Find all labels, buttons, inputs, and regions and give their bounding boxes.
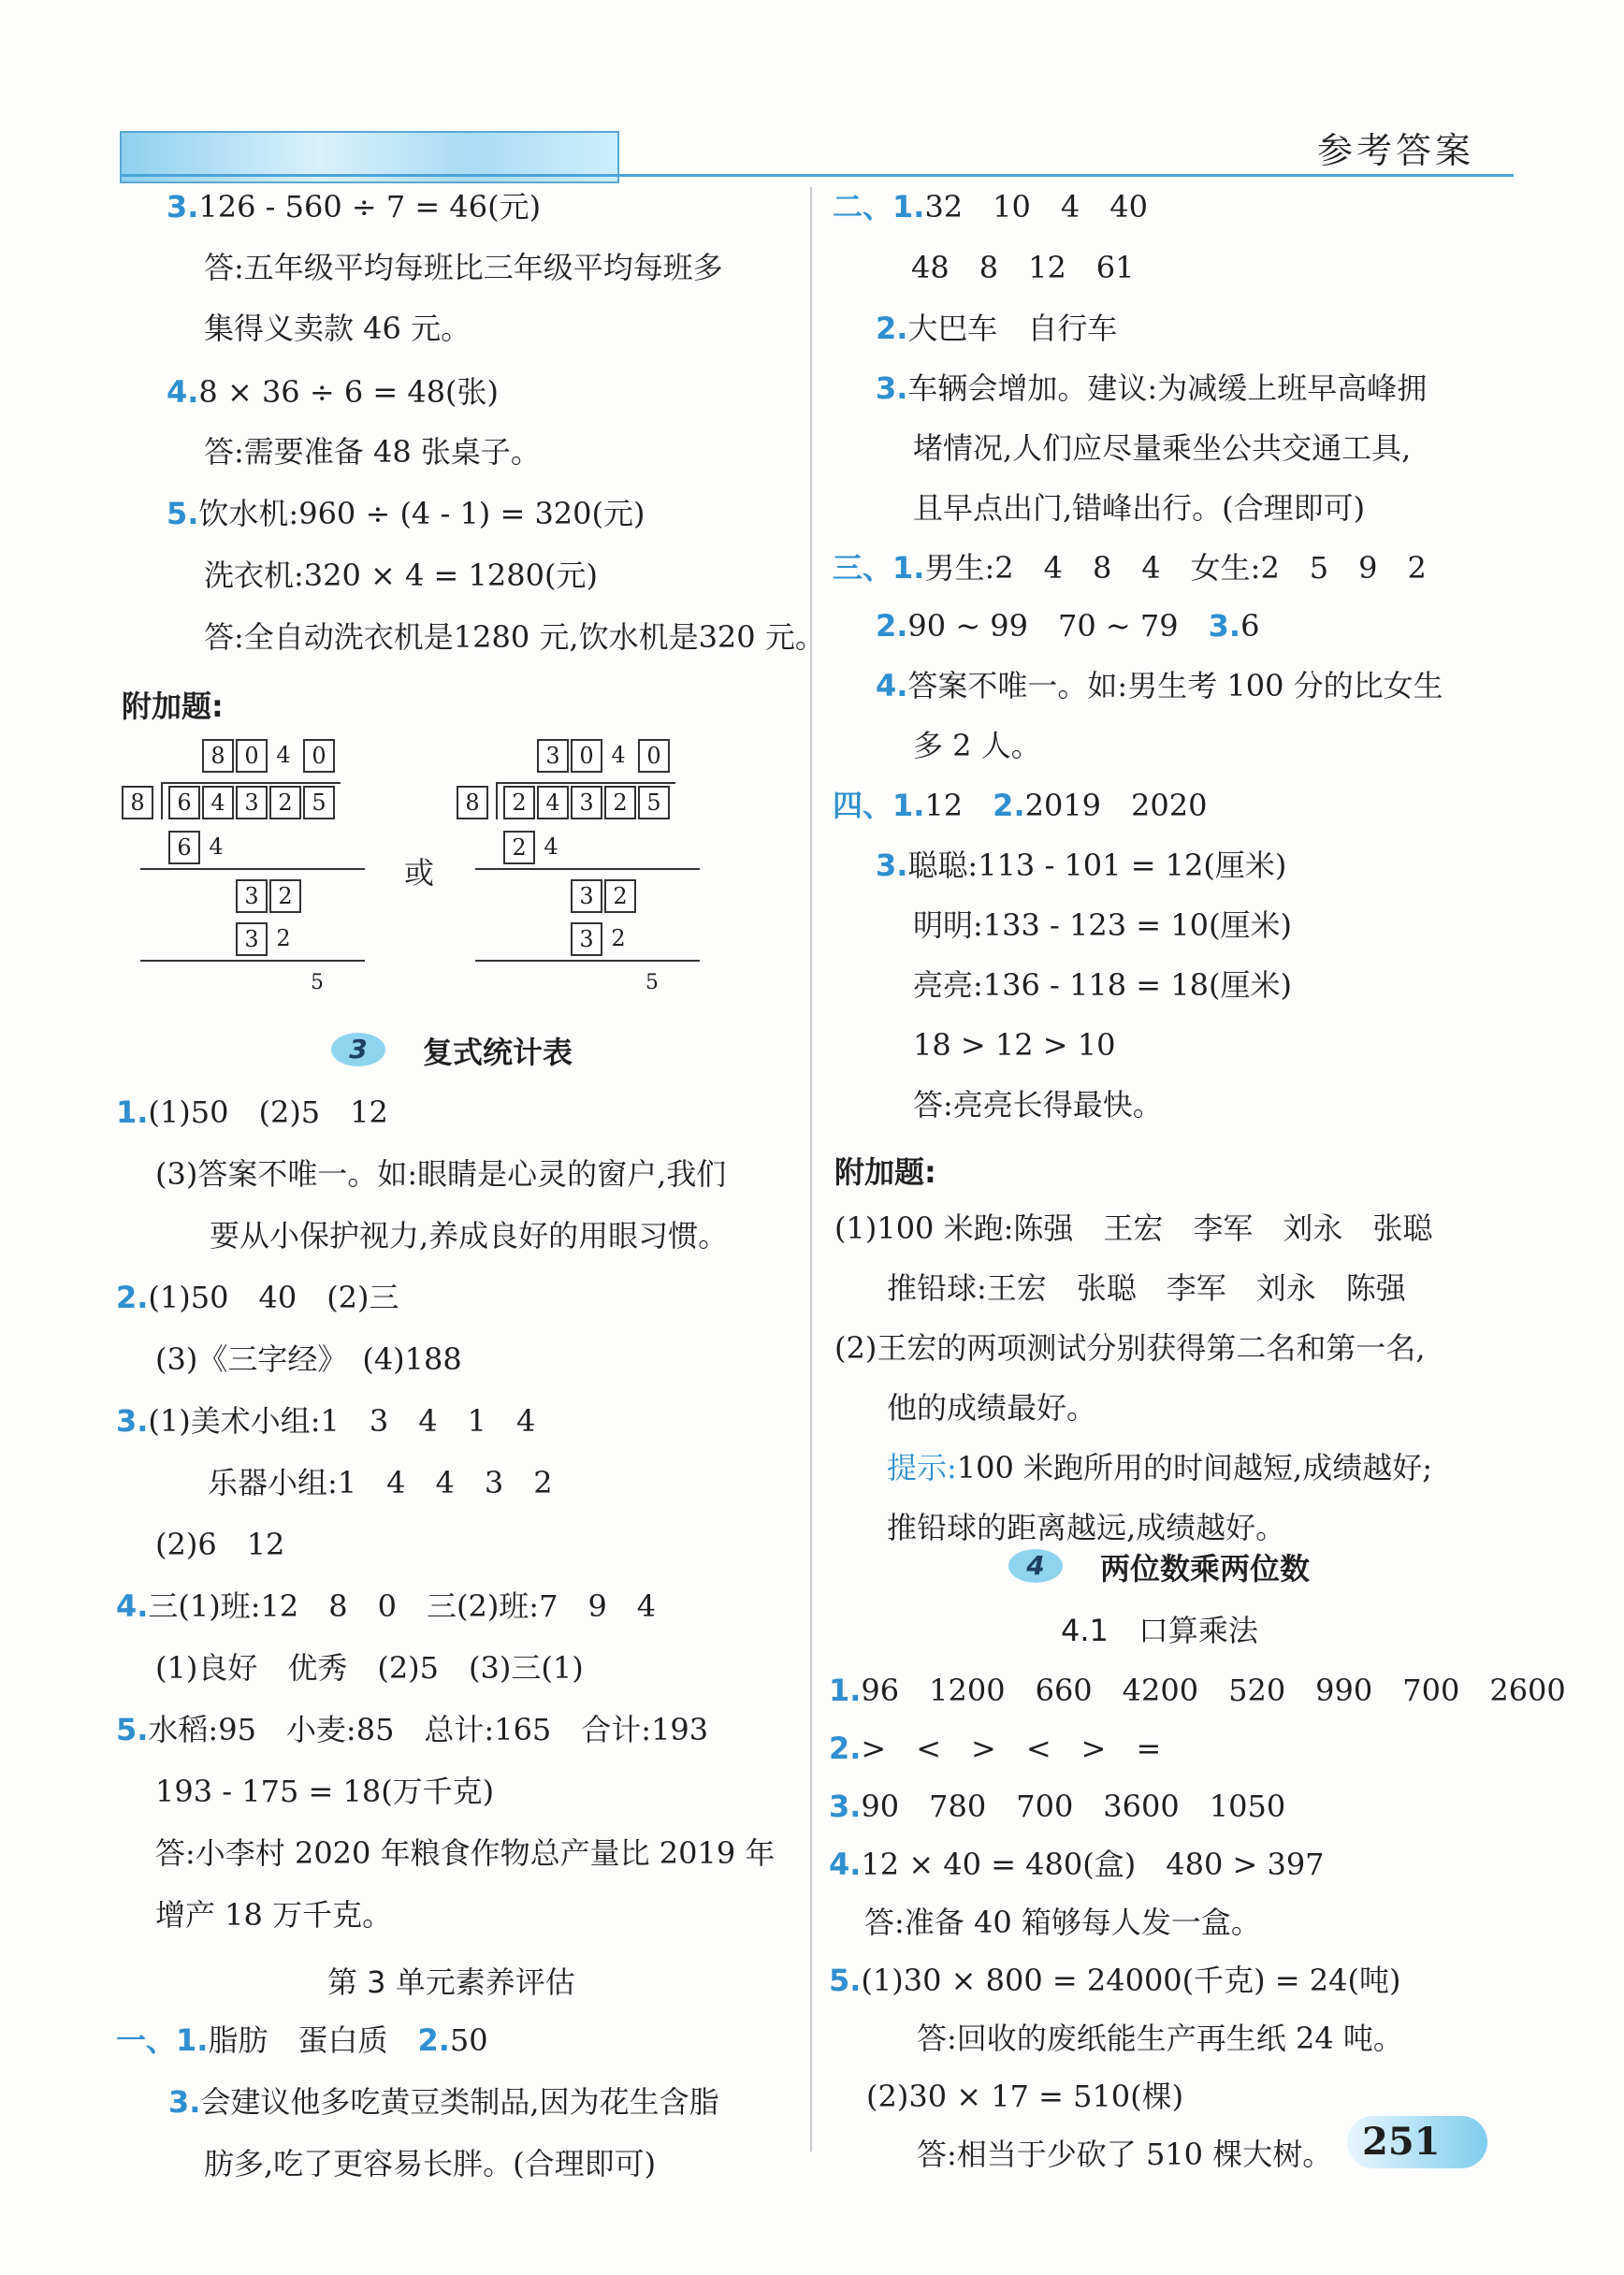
header-rule xyxy=(120,174,1514,177)
answer-line: 明明:133 - 123 = 10(厘米) xyxy=(913,907,1292,943)
step-digit: 2 xyxy=(611,925,626,951)
section-title: 复式统计表 xyxy=(423,1035,573,1070)
answer-line: 5.(1)30 × 800 = 24000(千克) = 24(吨) xyxy=(829,1963,1401,1998)
answer-line: 3.(1)美术小组:1 3 4 1 4 xyxy=(116,1403,536,1439)
answer-line: 答:需要准备 48 张桌子。 xyxy=(204,434,541,470)
answer-line: 4.三(1)班:12 8 0 三(2)班:7 9 4 xyxy=(116,1588,657,1624)
step-digit: 3 xyxy=(571,922,602,956)
answer-line: 答:回收的废纸能生产再生纸 24 吨。 xyxy=(917,2021,1403,2056)
quotient-digit: 0 xyxy=(571,739,602,773)
answer-line: 多 2 人。 xyxy=(913,728,1041,763)
answer-line: 4.答案不唯一。如:男生考 100 分的比女生 xyxy=(876,668,1443,703)
answer-line: 肪多,吃了更容易长胖。(合理即可) xyxy=(204,2146,657,2181)
subtraction-line xyxy=(475,960,700,962)
dividend-digit: 4 xyxy=(537,786,569,819)
subtraction-line xyxy=(140,868,365,870)
answer-line: 4.12 × 40 = 480(盒) 480 > 397 xyxy=(829,1847,1325,1882)
bonus-heading: 附加题: xyxy=(122,688,224,724)
division-bar xyxy=(498,782,675,784)
answer-line: 增产 18 万千克。 xyxy=(155,1897,393,1933)
step-digit: 3 xyxy=(236,922,268,956)
answer-line: 2.90 ~ 99 70 ~ 79 3.6 xyxy=(876,608,1260,644)
step-digit: 2 xyxy=(604,879,636,913)
dividend-digit: 5 xyxy=(303,786,335,819)
subsection-title: 4.1 口算乘法 xyxy=(1061,1613,1258,1648)
quotient-digit: 8 xyxy=(202,739,234,773)
dividend-digit: 2 xyxy=(269,786,301,819)
answer-line: (2)王宏的两项测试分别获得第二名和第一名, xyxy=(834,1330,1426,1366)
step-digit: 2 xyxy=(503,831,535,864)
answer-line: (1)100 米跑:陈强 王宏 李军 刘永 张聪 xyxy=(834,1210,1433,1246)
answer-line: 3.会建议他多吃黄豆类制品,因为花生含脂 xyxy=(168,2084,719,2120)
answer-line: (2)30 × 17 = 510(棵) xyxy=(866,2079,1184,2114)
answer-line: 三、1.男生:2 4 8 4 女生:2 5 9 2 xyxy=(833,550,1427,586)
divisor-digit: 8 xyxy=(122,786,153,819)
division-bracket xyxy=(161,782,163,819)
quotient-digit: 3 xyxy=(537,739,569,773)
hint-line: 提示:100 米跑所用的时间越短,成绩越好; xyxy=(887,1450,1433,1485)
step-digit: 3 xyxy=(571,879,602,913)
remainder-digit: 5 xyxy=(311,971,324,994)
dividend-digit: 2 xyxy=(503,786,535,819)
dividend-digit: 3 xyxy=(571,786,602,819)
answer-line: 二、1.32 10 4 40 xyxy=(833,189,1148,225)
answer-line: 1.(1)50 (2)5 12 xyxy=(116,1094,388,1130)
answer-line: 堵情况,人们应尽量乘坐公共交通工具, xyxy=(913,430,1412,466)
answer-line: 答:全自动洗衣机是1280 元,饮水机是320 元。 xyxy=(204,619,825,655)
answer-line: 2.> < > < > = xyxy=(829,1731,1162,1766)
hint-label: 提示: xyxy=(887,1450,957,1485)
page-header-title: 参考答案 xyxy=(1317,130,1475,171)
quotient-digit: 0 xyxy=(638,739,670,773)
step-digit: 4 xyxy=(209,833,224,860)
subtraction-line xyxy=(475,868,700,870)
quotient-digit: 0 xyxy=(303,739,335,773)
dividend-digit: 3 xyxy=(236,786,268,819)
quotient-digit: 4 xyxy=(611,742,626,768)
section-badge: 4 xyxy=(1008,1549,1063,1583)
answer-line: 1.96 1200 660 4200 520 990 700 2600 xyxy=(829,1673,1566,1708)
answer-line: 18 > 12 > 10 xyxy=(913,1027,1116,1063)
answer-line: 乐器小组:1 4 4 3 2 xyxy=(208,1465,553,1500)
answer-line: 3.车辆会增加。建议:为减缓上班早高峰拥 xyxy=(876,370,1428,406)
answer-line: 一、1.脂肪 蛋白质 2.50 xyxy=(116,2022,488,2058)
dividend-digit: 2 xyxy=(604,786,636,819)
answer-line: 2.大巴车 自行车 xyxy=(876,311,1118,346)
quotient-digit: 4 xyxy=(276,742,291,768)
dividend-digit: 5 xyxy=(638,786,670,819)
page-number: 251 xyxy=(1362,2120,1441,2164)
answer-line: (3)答案不唯一。如:眼睛是心灵的窗户,我们 xyxy=(155,1156,727,1192)
answer-line: 5.水稻:95 小麦:85 总计:165 合计:193 xyxy=(116,1712,709,1747)
answer-line: 推铅球的距离越远,成绩越好。 xyxy=(887,1510,1286,1545)
answer-line: 答:小李村 2020 年粮食作物总产量比 2019 年 xyxy=(155,1835,776,1871)
answer-line: 四、1.12 2.2019 2020 xyxy=(833,788,1208,823)
answer-line: 4.8 × 36 ÷ 6 = 48(张) xyxy=(167,374,500,410)
answer-line: (1)良好 优秀 (2)5 (3)三(1) xyxy=(155,1650,584,1686)
step-digit: 2 xyxy=(269,879,301,913)
answer-line: 要从小保护视力,养成良好的用眼习惯。 xyxy=(210,1218,729,1253)
answer-line: 推铅球:王宏 张聪 李军 刘永 陈强 xyxy=(887,1270,1406,1306)
answer-line: 3.126 - 560 ÷ 7 = 46(元) xyxy=(167,189,542,225)
answer-line: 3.聪聪:113 - 101 = 12(厘米) xyxy=(876,848,1287,883)
division-bar xyxy=(163,782,341,784)
answer-line: 48 8 12 61 xyxy=(911,250,1135,285)
answer-line: 3.90 780 700 3600 1050 xyxy=(829,1789,1286,1824)
answer-line: 答:相当于少砍了 510 棵大树。 xyxy=(917,2137,1333,2172)
divisor-digit: 8 xyxy=(457,786,488,819)
dividend-digit: 6 xyxy=(168,786,200,819)
remainder-digit: 5 xyxy=(645,971,659,994)
answer-line: (2)6 12 xyxy=(155,1527,285,1562)
answer-line: (3)《三字经》 (4)188 xyxy=(155,1341,462,1377)
bonus-heading: 附加题: xyxy=(834,1154,936,1190)
answer-line: 答:准备 40 箱够每人发一盒。 xyxy=(864,1905,1261,1940)
answer-line: 且早点出门,错峰出行。(合理即可) xyxy=(913,490,1366,526)
unit-assessment-title: 第 3 单元素养评估 xyxy=(327,1964,575,2000)
dividend-digit: 4 xyxy=(202,786,234,819)
step-digit: 2 xyxy=(276,925,291,951)
step-digit: 4 xyxy=(544,833,558,860)
answer-line: 答:五年级平均每班比三年级平均每班多 xyxy=(204,250,723,285)
section-title: 两位数乘两位数 xyxy=(1100,1551,1311,1587)
subtraction-line xyxy=(140,960,365,962)
answer-line: 2.(1)50 40 (2)三 xyxy=(116,1280,399,1315)
or-label: 或 xyxy=(404,855,435,891)
answer-line: 洗衣机:320 × 4 = 1280(元) xyxy=(204,558,598,593)
step-digit: 6 xyxy=(168,831,200,864)
step-digit: 3 xyxy=(236,879,268,913)
question-number: 3. xyxy=(167,189,199,225)
answer-line: 他的成绩最好。 xyxy=(887,1390,1097,1426)
answer-line: 亮亮:136 - 118 = 18(厘米) xyxy=(913,967,1292,1003)
answer-line: 答:亮亮长得最快。 xyxy=(913,1087,1163,1123)
answer-line: 集得义卖款 46 元。 xyxy=(204,311,471,346)
question-number: 5. xyxy=(167,496,199,531)
quotient-digit: 0 xyxy=(236,739,268,773)
answer-line: 193 - 175 = 18(万千克) xyxy=(155,1774,495,1809)
answer-line: 5.饮水机:960 ÷ (4 - 1) = 320(元) xyxy=(167,496,645,531)
column-divider xyxy=(810,187,812,2152)
question-number: 4. xyxy=(167,374,199,410)
section-badge: 3 xyxy=(331,1033,385,1066)
division-bracket xyxy=(496,782,498,819)
